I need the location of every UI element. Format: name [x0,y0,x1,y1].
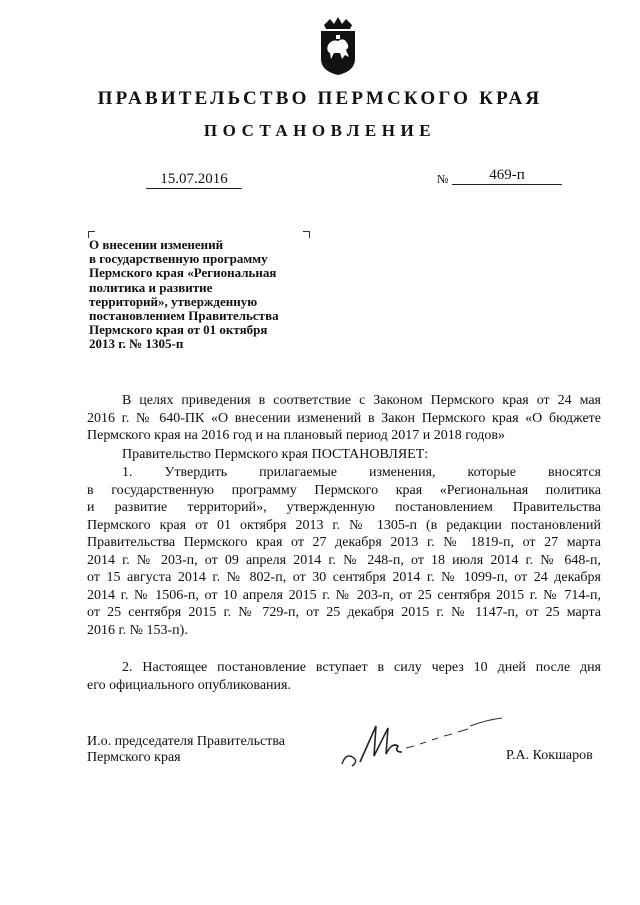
subject-line: территорий», утвержденную [89,293,258,309]
paragraph-line: 1. Утвердить прилагаемые изменения, которые вносятся [122,465,601,480]
paragraph-line: в государственную программу Пермского края «Региональная политика [87,482,601,498]
paragraph-line: 2014 г. № 203-п, от 09 апреля 2014 г. № 248-п, от 18 июля 2014 г. № 648-п, [87,552,601,568]
item-2-paragraph [87,659,601,694]
subject-line: Пермского края «Региональная [89,265,277,281]
subject-line: Пермского края от 01 октября [89,322,268,338]
decree-statement: Правительство Пермского края ПОСТАНОВЛЯЕТ: [122,447,429,462]
document-date: 15.07.2016 [146,170,242,189]
signer-position [87,734,285,765]
handwritten-signature [336,712,506,772]
paragraph-line: 2. Настоящее постановление вступает в силу через 10 дней после дня [122,660,601,675]
paragraph-line: и развитие территорий», утвержденную постановлением Правительства [87,500,601,515]
signer-position-line: Пермского края [87,749,181,765]
number-sign: № [437,172,449,186]
signer-position-line: И.о. председателя Правительства [87,734,286,749]
paragraph-line: 2016 г. № 153-п). [87,622,188,638]
subject-line: постановлением Правительства [89,308,279,324]
paragraph-line: Пермского края на 2016 год и на плановый период 2017 и 2018 годов» [87,428,505,443]
preamble-paragraph [87,392,601,445]
paragraph-line: от 15 августа 2014 г. № 802-п, от 30 сентября 2014 г. № 1099-п, от 24 декабря [87,570,601,585]
coat-of-arms-icon [316,15,360,77]
paragraph-line: 2014 г. № 1506-п, от 10 апреля 2015 г. № 203-п, от 25 сентября 2015 г. № 714-п, [87,587,601,603]
paragraph-line: Пермского края от 01 октября 2013 г. № 1305-п (в редакции постановлений [87,517,601,533]
subject-line: 2013 г. № 1305-п [89,336,184,352]
document-number: 469-п [452,166,562,185]
paragraph-line: от 25 сентября 2015 г. № 729-п, от 25 декабря 2015 г. № 1147-п, от 25 марта [87,605,601,620]
paragraph-line: его официального опубликования. [87,677,291,693]
paragraph-line: 2016 г. № 640-ПК «О внесении изменений в Закон Пермского края «О бюджете [87,410,601,426]
item-1-paragraph [87,464,601,639]
signer-name: Р.А. Кокшаров [506,748,593,763]
subject-line: в государственную программу [89,251,268,267]
subject-line: О внесении изменений [89,237,224,252]
subject-line: политика и развитие [89,279,213,295]
document-subject [89,238,319,352]
document-type: ПОСТАНОВЛЕНИЕ [203,121,437,140]
organization-title: ПРАВИТЕЛЬСТВО ПЕРМСКОГО КРАЯ [97,88,543,109]
subject-corner-right [303,231,310,238]
paragraph-line: Правительства Пермского края от 27 декабря 2013 г. № 1819-п, от 27 марта [87,535,601,550]
paragraph-line: В целях приведения в соответствие с Законом Пермского края от 24 мая [122,393,601,408]
